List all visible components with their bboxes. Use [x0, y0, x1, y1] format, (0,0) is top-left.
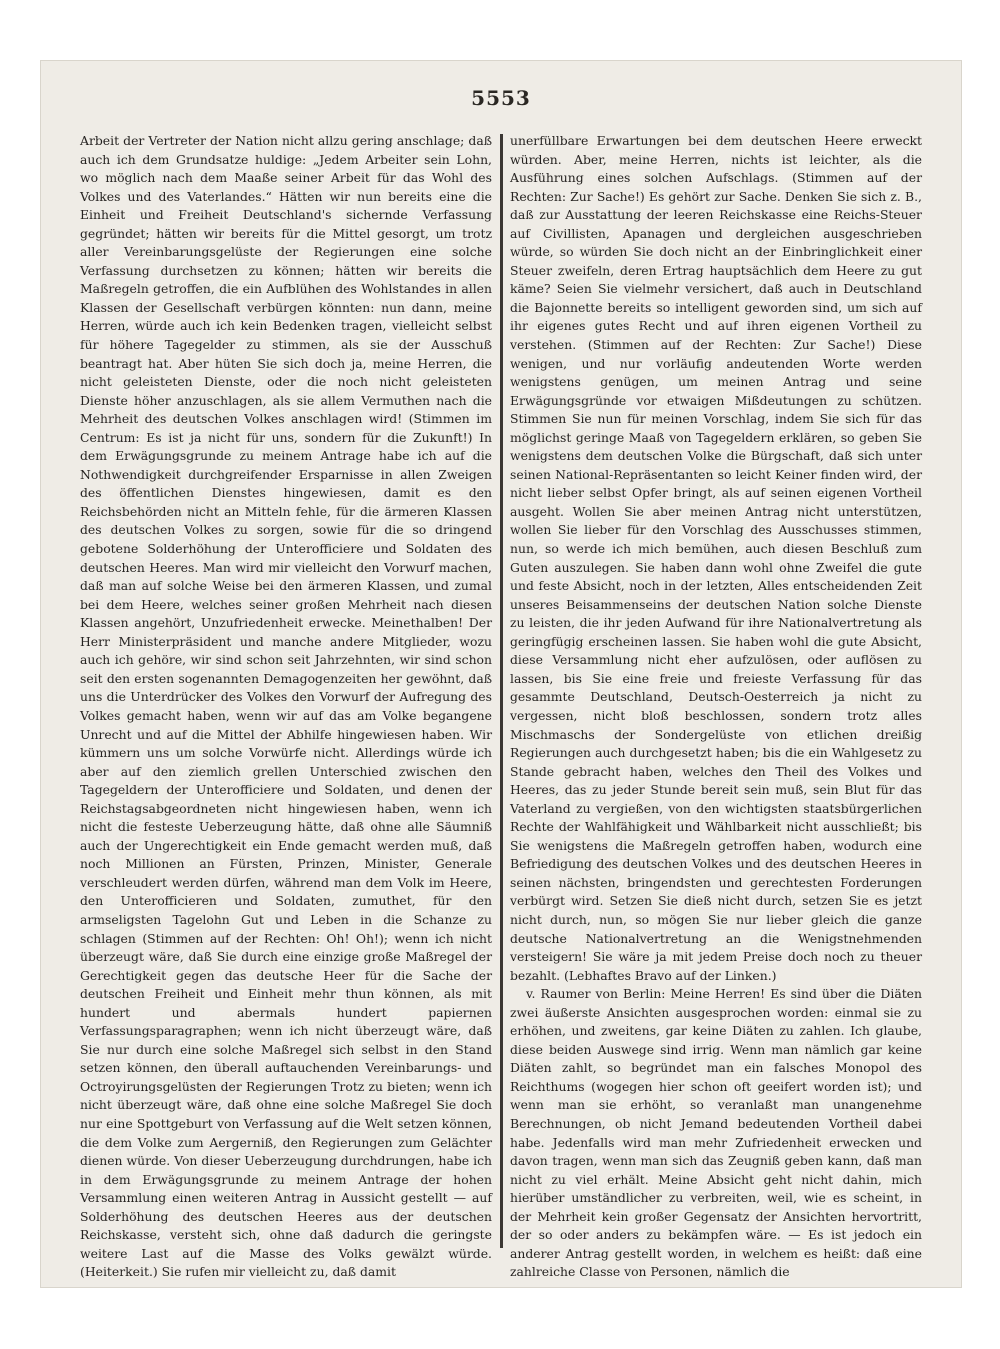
column-divider [500, 134, 503, 1248]
right-column [510, 132, 922, 1280]
scanned-page [40, 60, 962, 1288]
right-column-paragraph-2: v. Raumer von Berlin: Meine Herren! Es sind über die Diäten zwei äußerste Ansichten ausgesprochen worden: einmal sie zu erhöhen, und zweitens, gar keine Diäten zu zahlen. Ich glaube, diese beiden Auswege sind irrig. Wenn man nämlich gar keine Diäten zahlt, so begründet man ein falsches Monopol des Reichthums (wogegen hier schon oft geeifert worden ist); und wenn man sie erhöht, so veranlaßt man unangenehme Berechnungen, ob nicht Jemand bedeutenden Vortheil dabei habe. Jedenfalls wird man mehr Zufriedenheit erwecken und davon tragen, wenn man sich das Zeugniß geben kann, daß man nicht zu viel erhält. Meine Absicht geht nicht dahin, mich hierüber umständlicher zu verbreiten, weil, wie es scheint, in der Mehrheit kein großer Gegensatz der Ansichten hervortritt, der so oder anders zu bekämpfen wäre. — Es ist jedoch ein anderer Antrag gestellt worden, in welchem es heißt: daß eine zahlreiche Classe von Personen, nämlich die [510, 986, 922, 1280]
left-column-text: Arbeit der Vertreter der Nation nicht allzu gering anschlage; daß auch ich dem Grundsatze huldige: „Jedem Arbeiter sein Lohn, wo möglich nach dem Maaße seiner Arbeit für das Wohl des Volkes und des Vaterlandes.“ Hätten wir nun bereits eine die Einheit und Freiheit Deutschland's sichernde Verfassung gegründet; hätten wir bereits für die Mittel gesorgt, um trotz aller Vereinbarungsgelüste der Regierungen eine solche Verfassung durchsetzen zu können; hätten wir bereits die Maßregeln getroffen, die ein Aufblühen des Wohlstandes in allen Klassen der Gesellschaft verbürgen könnten: nun dann, meine Herren, würde auch ich kein Bedenken tragen, vielleicht selbst für höhere Tagegelder zu stimmen, als sie der Ausschuß beantragt hat. Aber hüten Sie sich doch ja, meine Herren, die nicht geleisteten Dienste, oder die noch nicht geleisteten Dienste höher anzuschlagen, als sie allem Vermuthen nach die Mehrheit des deutschen Volkes anschlagen wird! (Stimmen im Centrum: Es ist ja nicht für uns, sondern für die Zukunft!) In dem Erwägungsgrunde zu meinem Antrage habe ich auf die Nothwendigkeit durchgreifender Ersparnisse in allen Zweigen des öffentlichen Dienstes hingewiesen, damit es den Reichsbehörden nicht an Mitteln fehle, für die ärmeren Klassen des deutschen Volkes zu sorgen, sowie für die so dringend gebotene Solderhöhung der Unterofficiere und Soldaten des deutschen Heeres. Man wird mir vielleicht den Vorwurf machen, daß man auf solche Weise bei den ärmeren Klassen, und zumal bei dem Heere, welches seiner großen Mehrheit nach diesen Klassen angehört, Unzufriedenheit erwecke. Meinethalben! Der Herr Ministerpräsident und manche andere Mitglieder, wozu auch ich gehöre, wir sind schon seit Jahrzehnten, wir sind schon seit den ersten sogenannten Demagogenzeiten her gewöhnt, daß uns die Unterdrücker des Volkes den Vorwurf der Aufregung des Volkes gemacht haben, wenn wir auf das am Volke begangene Unrecht und auf die Mittel der Abhilfe hingewiesen haben. Wir kümmern uns um solche Vorwürfe nicht. Allerdings würde ich aber auf den ziemlich grellen Unterschied zwischen den Tagegeldern der Unterofficiere und Soldaten, und denen der Reichstagsabgeordneten nicht hingewiesen haben, wenn ich nicht die festeste Ueberzeugung hätte, daß ohne alle Säumniß auch der Ungerechtigkeit ein Ende gemacht werden muß, daß noch Millionen an Fürsten, Prinzen, Minister, Generale verschleudert werden dürfen, während man dem Volk im Heere, den Unterofficieren und Soldaten, zumuthet, für den armseligsten Tagelohn Gut und Leben in die Schanze zu schlagen (Stimmen auf der Rechten: Oh! Oh!); wenn ich nicht überzeugt wäre, daß Sie durch eine einzige große Maßregel der Gerechtigkeit gegen das deutsche Heer für die Sache der deutschen Freiheit und Einheit mehr thun können, als mit hundert und abermals hundert papiernen Verfassungsparagraphen; wenn ich nicht überzeugt wäre, daß Sie nur durch eine solche Maßregel sich selbst in den Stand setzen können, den überall auftauchenden Vereinbarungs- und Octroyirungsgelüsten der Regierungen Trotz zu bieten; wenn ich nicht überzeugt wäre, daß ohne eine solche Maßregel Sie doch nur eine Spottgeburt von Verfassung auf die Welt setzen können, die dem Volke zum Aergerniß, den Regierungen zum Gelächter dienen würde. Von dieser Ueberzeugung durchdrungen, habe ich in dem Erwägungsgrunde zu meinem Antrage der hohen Versammlung einen weiteren Antrag in Aussicht gestellt — auf Solderhöhung des deutschen Heeres aus der deutschen Reichskasse, versteht sich, ohne daß dadurch die geringste weitere Last auf die Masse des Volks gewälzt würde. (Heiterkeit.) Sie rufen mir vielleicht zu, daß damit [80, 133, 492, 1280]
right-column-paragraph-1: unerfüllbare Erwartungen bei dem deutschen Heere erweckt würden. Aber, meine Herren, nichts ist leichter, als die Ausführung eines solchen Aufschlags. (Stimmen auf der Rechten: Zur Sache!) Es gehört zur Sache. Denken Sie sich z. B., daß zur Ausstattung der leeren Reichskasse eine Reichs-Steuer auf Civillisten, Apanagen und dergleichen ausgeschrieben würde, so würden Sie doch nicht an der Einbringlichkeit einer Steuer zweifeln, deren Ertrag hauptsächlich dem Heere zu gut käme? Seien Sie vielmehr versichert, daß auch in Deutschland die Bajonnette bereits so intelligent geworden sind, um sich auf ihr eigenes gutes Recht und auf ihren eigenen Vortheil zu verstehen. (Stimmen auf der Rechten: Zur Sache!) Diese wenigen, und nur vorläufig andeutenden Worte werden wenigstens genügen, um meinen Antrag und seine Erwägungsgründe vor etwaigen Mißdeutungen zu schützen. Stimmen Sie nun für meinen Vorschlag, indem Sie sich für das möglichst geringe Maaß von Tagegeldern erklären, so geben Sie wenigstens dem deutschen Volke die Bürgschaft, daß sich unter seinen National-Repräsentanten so leicht Keiner finden wird, der nicht lieber selbst Opfer bringt, als auf seinen eigenen Vortheil ausgeht. Wollen Sie aber meinen Antrag nicht unterstützen, wollen Sie lieber für den Vorschlag des Ausschusses stimmen, nun, so werde ich mich bemühen, auch diesen Beschluß zum Guten auszulegen. Sie haben dann wohl ohne Zweifel die gute und feste Absicht, noch in der letzten, Alles entscheidenden Zeit unseres Beisammenseins der deutschen Nation solche Dienste zu leisten, die ihr jeden Aufwand für ihre Nationalvertretung als geringfügig erscheinen lassen. Sie haben wohl die gute Absicht, diese Versammlung nicht eher aufzulösen, oder auflösen zu lassen, bis Sie eine freie und freieste Verfassung für das gesammte Deutschland, Deutsch-Oesterreich ja nicht zu vergessen, nicht bloß beschlossen, sondern trotz alles Mischmaschs der Sondergelüste von etlichen dreißig Regierungen auch durchgesetzt haben; bis die ein Wahlgesetz zu Stande gebracht haben, welches den Theil des Volkes und Heeres, das zu jeder Stunde bereit sein muß, sein Blut für das Vaterland zu vergießen, von den wichtigsten staatsbürgerlichen Rechte der Wahlfähigkeit und Wählbarkeit nicht ausschließt; bis Sie wenigstens die Maßregeln getroffen haben, wodurch eine Befriedigung des deutschen Volkes und des deutschen Heeres in seinen nächsten, bringendsten und gerechtesten Forderungen verbürgt wird. Setzen Sie dieß nicht durch, setzen Sie es jetzt nicht durch, nun, so mögen Sie nur lieber gleich die ganze deutsche Nationalvertretung an die Wenigstnehmenden versteigern! Sie wäre ja mit jedem Preise doch noch zu theuer bezahlt. (Lebhaftes Bravo auf der Linken.) [510, 133, 922, 983]
left-column [80, 132, 492, 1280]
page-number: 5553 [471, 86, 531, 110]
